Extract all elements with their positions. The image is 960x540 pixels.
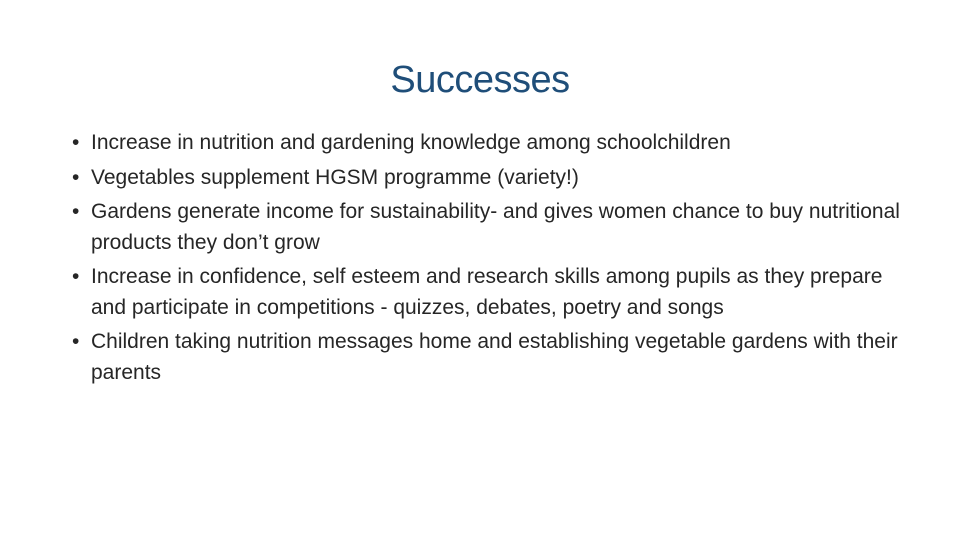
bullet-icon: • <box>72 165 80 189</box>
bullet-text: Vegetables supplement HGSM programme (variety!) <box>91 165 579 189</box>
bullet-icon: • <box>72 265 80 288</box>
bullet-item <box>72 128 902 159</box>
bullet-text: Increase in nutrition and gardening knowledge among schoolchildren <box>91 131 731 154</box>
bullet-text: Children taking nutrition messages home and establishing vegetable gardens with their parents <box>91 330 898 384</box>
bullet-text: Increase in confidence, self esteem and research skills among pupils as they prepare and participate in competitions - quizzes, debates, poetry and songs <box>91 265 883 319</box>
bullet-icon: • <box>72 330 80 353</box>
bullet-item <box>72 197 902 258</box>
bullet-item <box>72 327 902 388</box>
bullet-icon: • <box>72 200 80 223</box>
bullet-text: Gardens generate income for sustainability- and gives women chance to buy nutritional products they don’t grow <box>91 200 900 254</box>
bullet-icon: • <box>72 131 80 154</box>
bullet-item <box>72 262 902 323</box>
bullet-list <box>72 128 902 392</box>
bullet-item <box>72 163 902 194</box>
slide-title: Successes <box>390 59 570 101</box>
